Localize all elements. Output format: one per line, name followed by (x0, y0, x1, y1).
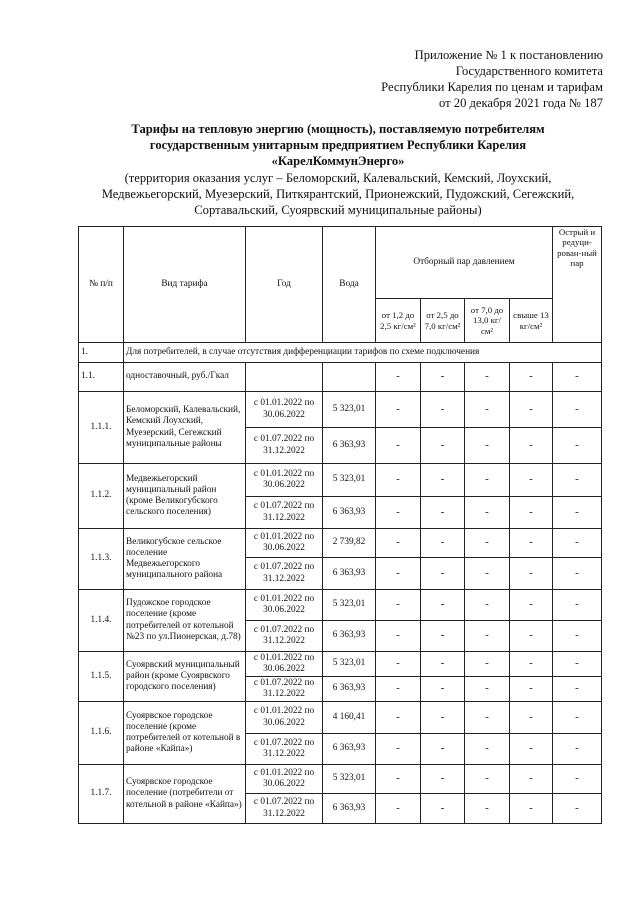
group-name: Великогубское сельское поселение Медвежьегорского муниципального района (124, 529, 246, 590)
dash-cell: - (465, 652, 510, 677)
dash-cell: - (376, 363, 421, 392)
dash-cell: - (465, 464, 510, 497)
period-cell: с 01.07.2022 по 31.12.2022 (246, 558, 323, 590)
dash-cell: - (553, 428, 602, 464)
dash-cell: - (553, 558, 602, 590)
dash-cell: - (465, 497, 510, 529)
group-name: Медвежьегорский муниципальный район (кроме Великогубского сельского поселения) (124, 464, 246, 529)
dash-cell: - (421, 428, 465, 464)
dash-cell: - (510, 392, 553, 428)
table-row (79, 529, 602, 558)
dash-cell: - (553, 464, 602, 497)
period-cell: с 01.07.2022 по 31.12.2022 (246, 734, 323, 765)
period-cell: с 01.01.2022 по 30.06.2022 (246, 702, 323, 734)
header-pressure-3: от 7,0 до 13,0 кг/см² (465, 299, 510, 343)
title-line: государственным унитарным предприятием Республики Карелия (149, 138, 527, 153)
group-num: 1.1.4. (79, 590, 124, 652)
dash-cell: - (510, 734, 553, 765)
dash-cell: - (376, 464, 421, 497)
dash-cell: - (376, 590, 421, 621)
period-cell: с 01.07.2022 по 31.12.2022 (246, 621, 323, 652)
table-row (79, 590, 602, 621)
subsection-text: одноставочный, руб./Гкал (124, 363, 246, 392)
dash-cell: - (465, 702, 510, 734)
dash-cell: - (553, 392, 602, 428)
table-row (79, 464, 602, 497)
group-num: 1.1.3. (79, 529, 124, 590)
header-water: Вода (323, 227, 376, 343)
dash-cell: - (553, 734, 602, 765)
appendix-line: от 20 декабря 2021 года № 187 (438, 96, 603, 110)
period-cell: с 01.01.2022 по 30.06.2022 (246, 464, 323, 497)
dash-cell: - (376, 794, 421, 824)
period-cell: с 01.07.2022 по 31.12.2022 (246, 428, 323, 464)
document-title (78, 121, 598, 218)
title-line: «КарелКоммунЭнерго» (271, 154, 405, 169)
empty-cell (246, 363, 323, 392)
group-num: 1.1.2. (79, 464, 124, 529)
dash-cell: - (376, 652, 421, 677)
period-cell: с 01.01.2022 по 30.06.2022 (246, 765, 323, 794)
appendix-line: Приложение № 1 к постановлению (414, 48, 603, 62)
group-name: Суоярвское городское поселение (кроме потребителей от котельной в районе «Кайпа») (124, 702, 246, 765)
tariff-groups (79, 392, 602, 824)
dash-cell: - (553, 621, 602, 652)
dash-cell: - (421, 497, 465, 529)
water-tariff-cell: 6 363,93 (323, 621, 376, 652)
dash-cell: - (421, 558, 465, 590)
dash-cell: - (376, 558, 421, 590)
dash-cell: - (465, 428, 510, 464)
table-row (79, 765, 602, 794)
dash-cell: - (421, 765, 465, 794)
dash-cell: - (465, 558, 510, 590)
dash-cell: - (465, 529, 510, 558)
water-tariff-cell: 6 363,93 (323, 428, 376, 464)
period-cell: с 01.07.2022 по 31.12.2022 (246, 497, 323, 529)
group-num: 1.1.7. (79, 765, 124, 824)
group-name: Суоярвский муниципальный район (кроме Суоярвского городского поселения) (124, 652, 246, 702)
dash-cell: - (421, 734, 465, 765)
header-selected-steam: Отборный пар давлением (376, 227, 553, 299)
dash-cell: - (510, 497, 553, 529)
water-tariff-cell: 6 363,93 (323, 558, 376, 590)
water-tariff-cell: 6 363,93 (323, 497, 376, 529)
dash-cell: - (510, 794, 553, 824)
group-num: 1.1.6. (79, 702, 124, 765)
period-cell: с 01.01.2022 по 30.06.2022 (246, 529, 323, 558)
group-num: 1.1.5. (79, 652, 124, 702)
appendix-block (303, 47, 603, 111)
dash-cell: - (510, 464, 553, 497)
dash-cell: - (421, 392, 465, 428)
period-cell: с 01.07.2022 по 31.12.2022 (246, 794, 323, 824)
dash-cell: - (421, 529, 465, 558)
dash-cell: - (421, 677, 465, 702)
dash-cell: - (510, 702, 553, 734)
dash-cell: - (421, 464, 465, 497)
dash-cell: - (553, 677, 602, 702)
group-name: Суоярвское городское поселение (потребители от котельной в районе «Кайпа») (124, 765, 246, 824)
water-tariff-cell: 6 363,93 (323, 677, 376, 702)
territory-line: Сортавальский, Суоярвский муниципальные районы) (194, 203, 482, 218)
tariff-table (78, 226, 602, 824)
group-num: 1.1.1. (79, 392, 124, 464)
dash-cell: - (553, 765, 602, 794)
dash-cell: - (465, 734, 510, 765)
section-row (79, 343, 602, 363)
territory-line: Медвежьегорский, Муезерский, Питкярантский, Прионежский, Пудожский, Сегежский, (101, 186, 575, 201)
dash-cell: - (465, 794, 510, 824)
dash-cell: - (553, 590, 602, 621)
dash-cell: - (376, 765, 421, 794)
dash-cell: - (421, 702, 465, 734)
header-sharp-steam: Острый и редуци-рован-ный пар (553, 227, 602, 343)
group-name: Пудожское городское поселение (кроме потребителей от котельной №23 по ул.Пионерская, д.78) (124, 590, 246, 652)
header-num: № п/п (79, 227, 124, 343)
dash-cell: - (553, 702, 602, 734)
dash-cell: - (421, 363, 465, 392)
period-cell: с 01.01.2022 по 30.06.2022 (246, 392, 323, 428)
dash-cell: - (376, 621, 421, 652)
section-text: Для потребителей, в случае отсутствия дифференциации тарифов по схеме подключения (124, 343, 602, 363)
dash-cell: - (510, 529, 553, 558)
dash-cell: - (465, 765, 510, 794)
dash-cell: - (510, 652, 553, 677)
dash-cell: - (465, 363, 510, 392)
water-tariff-cell: 6 363,93 (323, 734, 376, 765)
water-tariff-cell: 5 323,01 (323, 765, 376, 794)
period-cell: с 01.01.2022 по 30.06.2022 (246, 652, 323, 677)
water-tariff-cell: 2 739,82 (323, 529, 376, 558)
subsection-row (79, 363, 602, 392)
dash-cell: - (510, 363, 553, 392)
dash-cell: - (465, 392, 510, 428)
water-tariff-cell: 4 160,41 (323, 702, 376, 734)
dash-cell: - (510, 428, 553, 464)
dash-cell: - (376, 677, 421, 702)
period-cell: с 01.07.2022 по 31.12.2022 (246, 677, 323, 702)
dash-cell: - (510, 677, 553, 702)
dash-cell: - (376, 497, 421, 529)
dash-cell: - (376, 734, 421, 765)
group-name: Беломорский, Калевальский, Кемский Лоухский, Муезерский, Сегежский муниципальные районы (124, 392, 246, 464)
header-pressure-4: свыше 13 кг/см² (510, 299, 553, 343)
dash-cell: - (465, 590, 510, 621)
table-row (79, 702, 602, 734)
period-cell: с 01.01.2022 по 30.06.2022 (246, 590, 323, 621)
water-tariff-cell: 5 323,01 (323, 652, 376, 677)
water-tariff-cell: 6 363,93 (323, 794, 376, 824)
dash-cell: - (553, 529, 602, 558)
dash-cell: - (421, 621, 465, 652)
dash-cell: - (421, 652, 465, 677)
empty-cell (323, 363, 376, 392)
subsection-num: 1.1. (79, 363, 124, 392)
appendix-line: Республики Карелия по ценам и тарифам (381, 80, 603, 94)
dash-cell: - (510, 558, 553, 590)
dash-cell: - (553, 497, 602, 529)
dash-cell: - (510, 590, 553, 621)
header-pressure-1: от 1,2 до 2,5 кг/см² (376, 299, 421, 343)
dash-cell: - (421, 590, 465, 621)
dash-cell: - (510, 765, 553, 794)
water-tariff-cell: 5 323,01 (323, 590, 376, 621)
dash-cell: - (553, 794, 602, 824)
header-pressure-2: от 2,5 до 7,0 кг/см² (421, 299, 465, 343)
dash-cell: - (376, 428, 421, 464)
dash-cell: - (465, 677, 510, 702)
territory-line: (территория оказания услуг – Беломорский, Калевальский, Кемский, Лоухский, (124, 170, 552, 185)
section-num: 1. (79, 343, 124, 363)
water-tariff-cell: 5 323,01 (323, 464, 376, 497)
table-row (79, 652, 602, 677)
dash-cell: - (376, 529, 421, 558)
dash-cell: - (376, 392, 421, 428)
dash-cell: - (510, 621, 553, 652)
dash-cell: - (465, 621, 510, 652)
header-year: Год (246, 227, 323, 343)
water-tariff-cell: 5 323,01 (323, 392, 376, 428)
header-tariff-type: Вид тарифа (124, 227, 246, 343)
table-row (79, 392, 602, 428)
appendix-line: Государственного комитета (455, 64, 603, 78)
dash-cell: - (553, 363, 602, 392)
dash-cell: - (421, 794, 465, 824)
dash-cell: - (553, 652, 602, 677)
title-line: Тарифы на тепловую энергию (мощность), поставляемую потребителям (131, 122, 545, 136)
dash-cell: - (376, 702, 421, 734)
